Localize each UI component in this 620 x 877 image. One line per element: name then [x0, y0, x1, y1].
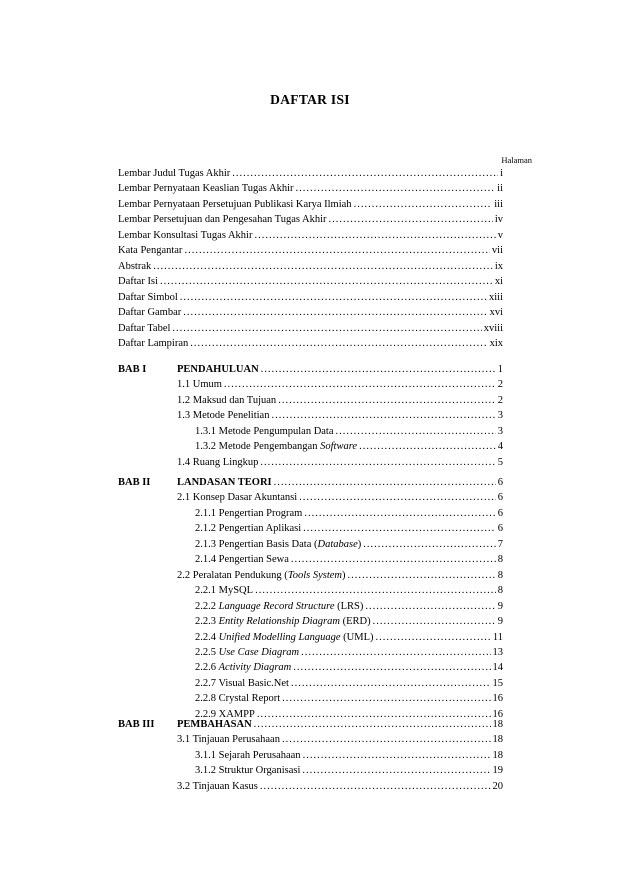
section-entry[interactable]	[177, 393, 503, 408]
dot-leader	[375, 630, 490, 645]
page-number: 2	[497, 394, 503, 406]
dot-leader	[291, 676, 491, 691]
entry-label: 2.2.3 Entity Relationship Diagram (ERD)	[195, 616, 371, 628]
entry-label: Lembar Konsultasi Tugas Akhir	[118, 229, 253, 241]
page-number: iv	[494, 214, 503, 226]
entry-label: Lembar Pernyataan Keaslian Tugas Akhir	[118, 183, 294, 195]
entry-label: Daftar Isi	[118, 276, 158, 288]
entry-label: 2.2.5 Use Case Diagram	[195, 646, 300, 658]
entry-label: 3.1.2 Struktur Organisasi	[195, 765, 301, 777]
entry-label: 3.1.1 Sejarah Perusahaan	[195, 749, 301, 761]
dot-leader	[254, 717, 491, 732]
dot-leader	[271, 408, 495, 423]
subsection-entry[interactable]	[195, 748, 503, 763]
entry-label: 1.3 Metode Penelitian	[177, 410, 270, 422]
entry-label: Kata Pengantar	[118, 245, 183, 257]
subsection-entry[interactable]	[195, 660, 503, 675]
dot-leader	[274, 475, 496, 490]
page-number: 9	[497, 600, 503, 612]
chapter-heading[interactable]	[177, 717, 503, 732]
entry-label: 2.2.8 Crystal Report	[195, 693, 281, 705]
dot-leader	[359, 439, 496, 454]
page-number: 14	[492, 662, 503, 674]
dot-leader	[224, 377, 496, 392]
page-number: 19	[492, 765, 503, 777]
page-number: 6	[497, 492, 503, 504]
dot-leader	[153, 259, 493, 274]
toc-entry[interactable]	[118, 212, 503, 227]
entry-label: 1.2 Maksud dan Tujuan	[177, 394, 277, 406]
page-number: 11	[492, 631, 503, 643]
dot-leader	[255, 583, 496, 598]
entry-label: 2.2.1 MySQL	[195, 585, 254, 597]
entry-label: Daftar Lampiran	[118, 337, 189, 349]
page-number: iii	[494, 198, 503, 210]
dot-leader	[301, 645, 490, 660]
entry-label: 3.1 Tinjauan Perusahaan	[177, 734, 280, 746]
entry-label: 1.3.1 Metode Pengumpulan Data	[195, 425, 334, 437]
entry-label: 1.1 Umum	[177, 379, 222, 391]
toc-entry[interactable]	[118, 321, 503, 336]
entry-label: 2.1.1 Pengertian Program	[195, 507, 303, 519]
page-number: 3	[497, 425, 503, 437]
dot-leader	[190, 336, 487, 351]
entry-label: 2.1.3 Pengertian Basis Data (Database)	[195, 538, 362, 550]
dot-leader	[336, 424, 496, 439]
entry-label: 2.2.7 Visual Basic.Net	[195, 677, 289, 689]
page-number: xiii	[488, 291, 503, 303]
page-number: 18	[492, 734, 503, 746]
page-number: ii	[497, 183, 503, 195]
chapter-heading[interactable]	[177, 362, 503, 377]
chapter-number: BAB II	[118, 477, 151, 488]
toc-entry[interactable]	[118, 305, 503, 320]
dot-leader	[261, 362, 496, 377]
dot-leader	[278, 393, 496, 408]
entry-label: 2.2.2 Language Record Structure (LRS)	[195, 600, 364, 612]
entry-label: Lembar Persetujuan dan Pengesahan Tugas Akhir	[118, 214, 327, 226]
page-number: 2	[497, 379, 503, 391]
page-number: 20	[492, 780, 503, 792]
dot-leader	[260, 455, 495, 470]
toc-entry[interactable]	[118, 181, 503, 196]
entry-label: 2.2.4 Unified Modelling Language (UML)	[195, 631, 374, 643]
entry-label: 1.4 Ruang Lingkup	[177, 456, 259, 468]
entry-label: 2.2.9 XAMPP	[195, 708, 255, 720]
page-number: v	[497, 229, 503, 241]
page-number: ix	[494, 260, 503, 272]
subsection-entry[interactable]	[195, 537, 503, 552]
page-title: DAFTAR ISI	[270, 92, 350, 107]
dot-leader	[254, 228, 495, 243]
dot-leader	[363, 537, 496, 552]
page-number: 8	[497, 585, 503, 597]
subsection-entry[interactable]	[195, 439, 503, 454]
subsection-entry[interactable]	[195, 645, 503, 660]
chapter-title: PENDAHULUAN	[177, 364, 259, 375]
dot-leader	[304, 506, 495, 521]
toc-entry[interactable]	[118, 197, 503, 212]
halaman-label: Halaman	[501, 155, 532, 165]
toc-entry[interactable]	[118, 274, 503, 289]
toc-entry[interactable]	[118, 166, 503, 181]
section-entry[interactable]	[177, 408, 503, 423]
page-number: xi	[494, 276, 503, 288]
subsection-entry[interactable]	[195, 630, 503, 645]
page-number: 4	[497, 441, 503, 453]
entry-label: Abstrak	[118, 260, 152, 272]
dot-leader	[329, 212, 493, 227]
dot-leader	[303, 521, 496, 536]
toc-entry[interactable]	[118, 336, 503, 351]
chapter-number: BAB III	[118, 719, 155, 730]
subsection-entry[interactable]	[195, 506, 503, 521]
toc-entry[interactable]	[118, 290, 503, 305]
page-number: i	[500, 168, 503, 179]
page-number: 18	[492, 749, 503, 761]
subsection-entry[interactable]	[195, 599, 503, 614]
subsection-entry[interactable]	[195, 676, 503, 691]
page-number: 6	[497, 477, 503, 488]
page-number: 8	[497, 569, 503, 581]
entry-label: 2.2 Peralatan Pendukung (Tools System)	[177, 569, 346, 581]
entry-label: Daftar Simbol	[118, 291, 178, 303]
page-number: 8	[497, 554, 503, 566]
dot-leader	[282, 732, 491, 747]
section-entry[interactable]	[177, 732, 503, 747]
toc-entry[interactable]	[118, 259, 503, 274]
page-number: 16	[492, 693, 503, 705]
section-entry[interactable]	[177, 377, 503, 392]
entry-label: 2.1.2 Pengertian Aplikasi	[195, 523, 302, 535]
section-entry[interactable]	[177, 455, 503, 470]
dot-leader	[354, 197, 493, 212]
page-number: 7	[497, 538, 503, 550]
subsection-entry[interactable]	[195, 552, 503, 567]
section-entry[interactable]	[177, 490, 503, 505]
page-number: 15	[492, 677, 503, 689]
dot-leader	[347, 568, 495, 583]
entry-label: 1.3.2 Metode Pengembangan Software	[195, 441, 358, 453]
dot-leader	[232, 166, 498, 181]
dot-leader	[160, 274, 493, 289]
page-number: xvi	[489, 307, 503, 319]
page-number: 13	[492, 646, 503, 658]
dot-leader	[183, 305, 487, 320]
dot-leader	[282, 691, 490, 706]
subsection-entry[interactable]	[195, 583, 503, 598]
subsection-entry[interactable]	[195, 614, 503, 629]
entry-label: Daftar Gambar	[118, 307, 182, 319]
page-number: 18	[492, 719, 503, 730]
page-number: vii	[491, 245, 503, 257]
dot-leader	[291, 552, 496, 567]
page-number: 5	[497, 456, 503, 468]
dot-leader	[365, 599, 495, 614]
page-number: 3	[497, 410, 503, 422]
page-number: xviii	[483, 322, 503, 334]
section-entry[interactable]	[177, 779, 503, 794]
subsection-entry[interactable]	[195, 691, 503, 706]
dot-leader	[184, 243, 489, 258]
dot-leader	[260, 779, 491, 794]
chapter-title: PEMBAHASAN	[177, 719, 252, 730]
page-number: 1	[497, 364, 503, 375]
entry-label: Daftar Tabel	[118, 322, 171, 334]
entry-label: 2.1 Konsep Dasar Akuntansi	[177, 492, 298, 504]
page-number: xix	[489, 337, 503, 349]
dot-leader	[302, 763, 490, 778]
page-number: 6	[497, 523, 503, 535]
dot-leader	[180, 290, 487, 305]
entry-label: 2.1.4 Pengertian Sewa	[195, 554, 289, 566]
entry-label: 3.2 Tinjauan Kasus	[177, 780, 258, 792]
page-number: 9	[497, 616, 503, 628]
entry-label: Lembar Judul Tugas Akhir	[118, 168, 231, 179]
section-entry[interactable]	[177, 568, 503, 583]
dot-leader	[373, 614, 496, 629]
toc-entry[interactable]	[118, 228, 503, 243]
dot-leader	[303, 748, 491, 763]
dot-leader	[172, 321, 481, 336]
subsection-entry[interactable]	[195, 424, 503, 439]
page-number: 6	[497, 507, 503, 519]
subsection-entry[interactable]	[195, 763, 503, 778]
toc-entry[interactable]	[118, 243, 503, 258]
chapter-heading[interactable]	[177, 475, 503, 490]
chapter-number: BAB I	[118, 364, 147, 375]
dot-leader	[293, 660, 490, 675]
chapter-title: LANDASAN TEORI	[177, 477, 272, 488]
dot-leader	[296, 181, 496, 196]
entry-label: 2.2.6 Activity Diagram	[195, 662, 292, 674]
subsection-entry[interactable]	[195, 521, 503, 536]
dot-leader	[299, 490, 496, 505]
entry-label: Lembar Pernyataan Persetujuan Publikasi Karya Ilmiah	[118, 198, 352, 210]
page-number: 16	[492, 708, 503, 720]
